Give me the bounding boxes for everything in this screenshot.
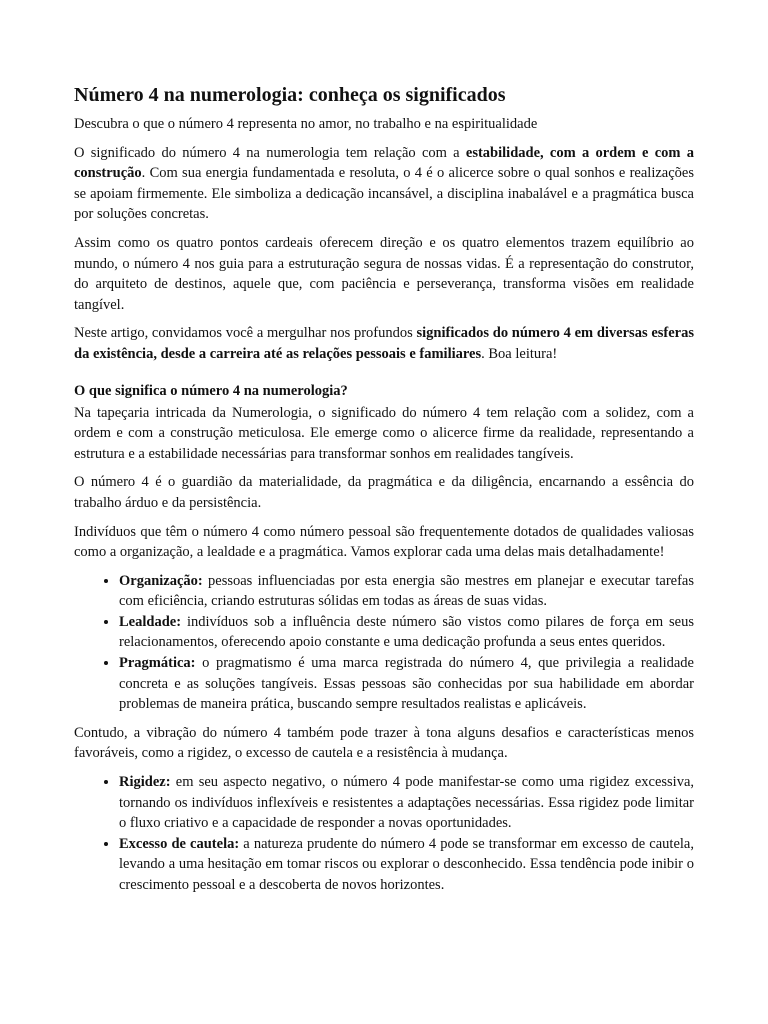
intro-paragraph-2: Assim como os quatro pontos cardeais oferecem direção e os quatro elementos trazem equilíbrio ao mundo, o número 4 nos guia para a estruturação segura de nossas vidas. É a representação do construtor, do arquiteto de destinos, aquele que, com paciência e perseverança, transforma visões em realidade tangível. [74, 234, 694, 313]
intro-p1-emphasis: estabilidade, com a ordem e com a construção [74, 144, 694, 182]
list-item-text: em seu aspecto negativo, o número 4 pode manifestar-se como uma rigidez excessiva, tornando os indivíduos inflexíveis e resistentes a adaptações necessárias. Essa rigidez pode limitar o fluxo criativo e a capacidade de responder a novas oportunidades. [119, 774, 694, 832]
list-item-term: Rigidez: [119, 774, 171, 791]
list-item-text: a natureza prudente do número 4 pode se transformar em excesso de cautela, levando a uma hesitação em tomar riscos ou explorar o desconhecido. Essa tendência pode inibir o crescimento pessoal e a descoberta de novos horizontes. [119, 835, 694, 893]
list-item-text: o pragmatismo é uma marca registrada do número 4, que privilegia a realidade concreta e as soluções tangíveis. Essas pessoas são conhecidas por sua habilidade em abordar problemas de maneira prática, buscando sempre resultados realistas e aplicáveis. [119, 655, 694, 713]
list-item-term: Excesso de cautela: [119, 835, 240, 852]
qualities-list [74, 571, 694, 715]
page-title: Número 4 na numerologia: conheça os significados [74, 84, 506, 106]
list-item-text: indivíduos sob a influência deste número são vistos como pilares de força em seus relacionamentos, oferecendo apoio constante e uma dedicação profunda a seus entes queridos. [119, 613, 694, 651]
list-item-text: pessoas influenciadas por esta energia são mestres em planejar e executar tarefas com eficiência, criando estruturas sólidas em todas as áreas de suas vidas. [119, 572, 694, 610]
intro-p3-emphasis: significados do número 4 em diversas esferas da existência, desde a carreira até as relações pessoais e familiares [74, 325, 694, 362]
challenges-list [74, 772, 694, 896]
list-item [119, 772, 694, 834]
list-item-term: Pragmática: [119, 655, 196, 672]
list-item [119, 571, 694, 612]
section-paragraph-2: O número 4 é o guardião da materialidade, da pragmática e da diligência, encarnando a essência do trabalho árduo e da persistência. [74, 474, 694, 511]
list-item [119, 653, 694, 715]
list-item-term: Lealdade: [119, 613, 182, 630]
list-item-term: Organização: [119, 572, 203, 589]
intro-paragraph-1 [74, 143, 694, 225]
intro-paragraph-3 [74, 323, 694, 364]
intro-p1-text-end: . Com sua energia fundamentada e resoluta, o 4 é o alicerce sobre o qual sonhos e realizações se apoiam firmemente. Ele simboliza a dedicação incansável, a disciplina inabalável e a pragmática busca por soluções concretas. [74, 165, 694, 223]
intro-p1-text: O significado do número 4 na numerologia tem relação com a [74, 144, 466, 161]
section-paragraph-4: Contudo, a vibração do número 4 também pode trazer à tona alguns desafios e características menos favoráveis, como a rigidez, o excesso de cautela e a resistência à mudança. [74, 724, 694, 762]
section-paragraph-3: Indivíduos que têm o número 4 como número pessoal são frequentemente dotados de qualidades valiosas como a organização, a lealdade e a pragmática. Vamos explorar cada uma delas mais detalhadamente! [74, 523, 694, 561]
section-paragraph-1: Na tapeçaria intricada da Numerologia, o significado do número 4 tem relação com a solidez, com a ordem e com a construção meticulosa. Ele emerge como o alicerce firme da realidade, representando a estrutura e a estabilidade necessárias para transformar sonhos em realidades tangíveis. [74, 404, 694, 462]
page-subtitle: Descubra o que o número 4 representa no amor, no trabalho e na espiritualidade [74, 116, 538, 132]
intro-p3-text-end: . Boa leitura! [481, 345, 558, 362]
intro-p3-text: Neste artigo, convidamos você a mergulhar nos profundos [74, 325, 417, 342]
list-item [119, 834, 694, 896]
list-item [119, 612, 694, 653]
section-heading: O que significa o número 4 na numerologia? [74, 382, 348, 399]
